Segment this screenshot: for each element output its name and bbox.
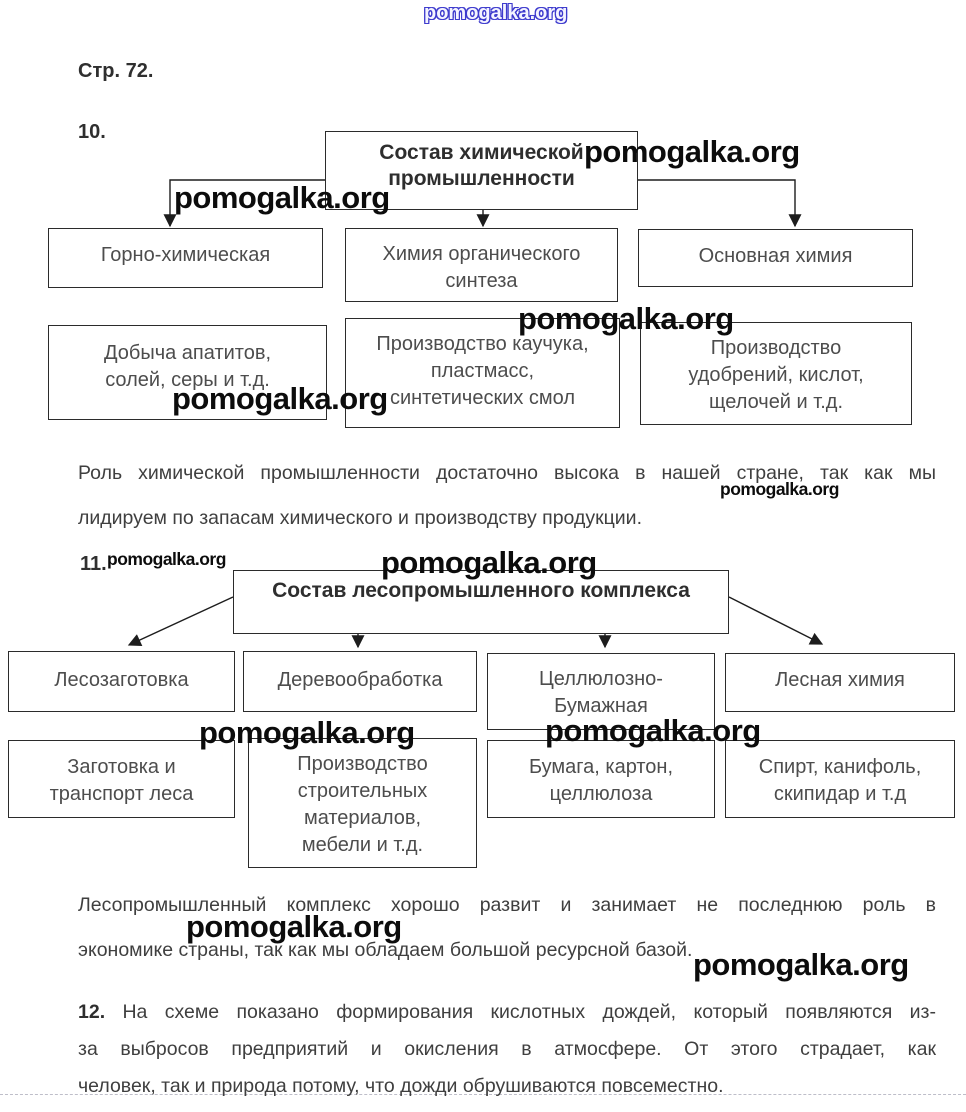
connector-arrow [129,597,233,645]
watermark: pomogalka.org [107,549,226,569]
diagram1-branch-box [638,229,913,287]
diagram1-branch-label: Химия органического синтеза [382,243,581,292]
paragraph-12-line [78,1000,936,1024]
diagram2-branch-box [8,651,235,712]
watermark: pomogalka.org [518,301,734,336]
watermark: pomogalka.org [172,381,388,416]
paragraph-11-line: Лесопромышленный комплекс хорошо развит и занимает не последнюю роль в [78,894,936,916]
diagram2-title: Состав лесопромышленного комплекса [272,579,690,602]
diagram2-branch-label: Лесозаготовка [54,669,189,691]
page-label: Стр. 72. [78,60,154,82]
diagram2-detail-label: Заготовка и транспорт леса [49,756,194,805]
diagram1-detail-label: Добыча апатитов, солей, серы и т.д. [103,342,272,391]
watermark: pomogalka.org [720,479,839,499]
paragraph-12-line: за выбросов предприятий и окисления в атмосфере. От этого страдает, как [78,1038,936,1060]
watermark: pomogalka.org [186,909,402,944]
diagram1-branch-label: Горно-химическая [100,244,271,266]
paragraph-11-line: экономике страны, так как мы обладаем большой ресурсной базой. [78,939,693,961]
diagram1-detail-label: Производство каучука, пластмасс, синтетических смол [376,333,589,409]
item-11-label: 11. [80,553,107,575]
diagram2-detail-box [8,740,235,818]
diagram1-branch-label: Основная химия [698,245,853,267]
item-10-label: 10. [78,121,106,143]
watermark: pomogalka.org [174,180,390,215]
watermark: pomogalka.org [199,715,415,750]
diagram2-detail-box [248,738,477,868]
watermark: pomogalka.org [693,947,909,982]
diagram1-branch-box [48,228,323,288]
diagram1-branch-box [345,228,618,302]
diagram1-detail-label: Производство удобрений, кислот, щелочей и т.д. [688,337,864,413]
paragraph-10-line: лидируем по запасам химического и производству продукции. [78,507,642,529]
watermark: pomogalka.org [381,545,597,580]
watermark: pomogalka.org [545,713,761,748]
diagram2-detail-label: Спирт, канифоль, скипидар и т.д [758,756,922,805]
paragraph-12-text: На схеме показано формирования кислотных дождей, который появляются из- [122,1001,936,1023]
connector-arrow [638,180,795,226]
connector-arrow [729,597,822,644]
diagram1-title: Состав химической промышленности [379,141,584,190]
item-12-label: 12. [78,1001,106,1023]
diagram2-detail-box [487,740,715,818]
diagram2-branch-box [243,651,477,712]
paragraph-10-line: Роль химической промышленности достаточно высока в нашей стране, так как мы [78,462,936,484]
diagram2-branch-label: Деревообработка [277,669,443,691]
diagram2-detail-label: Бумага, картон, целлюлоза [528,756,674,805]
diagram2-detail-box [725,740,955,818]
diagram2-branch-box [725,653,955,712]
watermark: pomogalka.org [424,2,568,24]
watermark: pomogalka.org [584,134,800,169]
paragraph-12-line: человек, так и природа потому, что дожди обрушиваются повсеместно. [78,1075,724,1097]
diagram1-detail-box [640,322,912,425]
diagram2-branch-label: Лесная химия [775,669,905,691]
diagram2-detail-label: Производство строительных материалов, мебели и т.д. [297,753,428,856]
diagram2-branch-label: Целлюлозно-Бумажная [539,668,663,717]
